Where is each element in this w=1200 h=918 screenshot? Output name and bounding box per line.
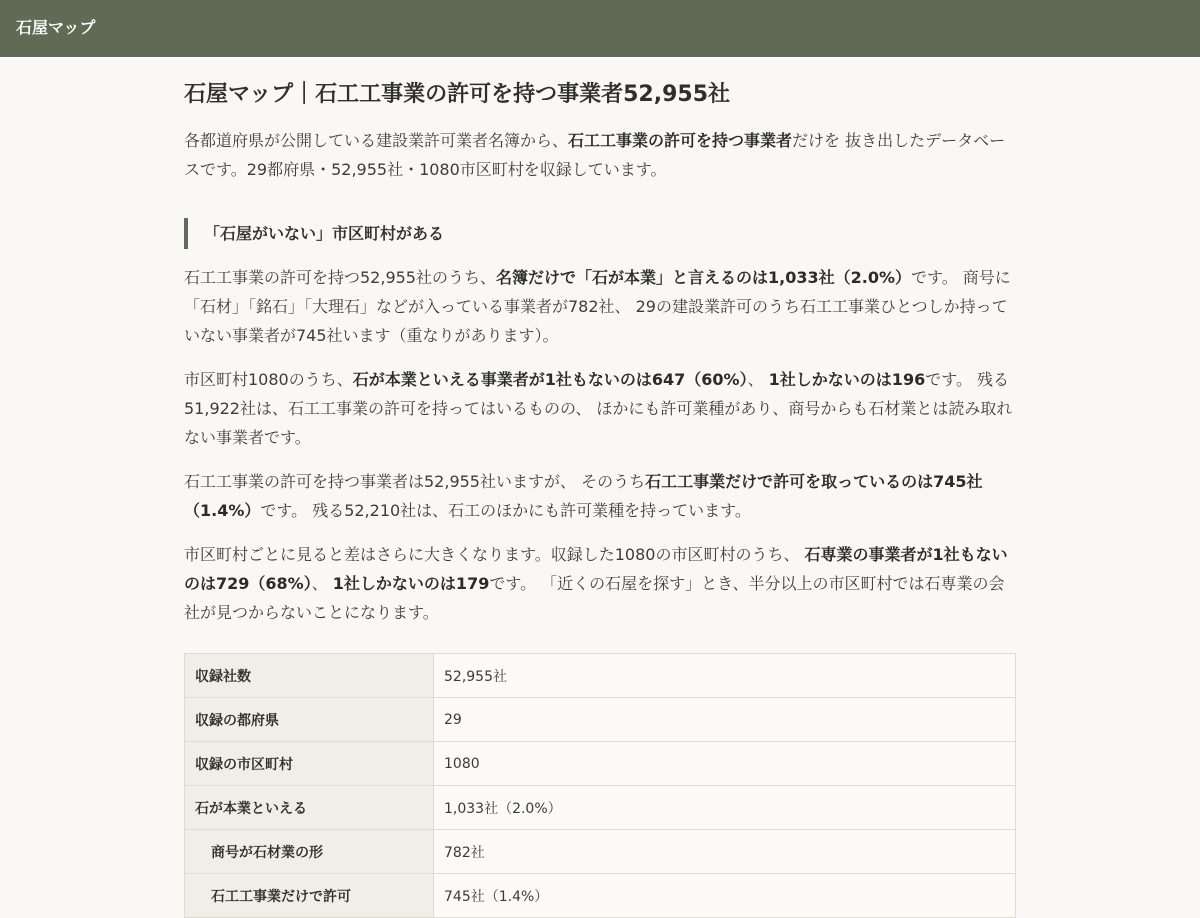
body-paragraph-4: [184, 540, 1016, 627]
table-row-label: 収録の市区町村: [185, 742, 434, 786]
main-content: [184, 78, 1016, 918]
table-row-label: 収録の都府県: [185, 698, 434, 742]
site-brand-link[interactable]: 石屋マップ: [16, 18, 96, 37]
table-row-value: 1,033社（2.0%）: [434, 786, 1016, 830]
table-row-value: 1080: [434, 742, 1016, 786]
section-heading: 「石屋がいない」市区町村がある: [184, 218, 1016, 249]
table-row-value: 52,955社: [434, 654, 1016, 698]
page-title: 石屋マップ｜石工工事業の許可を持つ事業者52,955社: [184, 82, 731, 107]
para2-text-3: です。 残る51,922社は、石工工事業の許可を持ってはいるものの、 ほかにも許可業種があり、商号からも石材業とは読み取れない事業者です。: [184, 370, 1013, 447]
top-navigation-bar: [0, 0, 1200, 57]
table-row-label: 石が本業といえる: [185, 786, 434, 830]
para2-text-2: 、: [747, 370, 769, 389]
para4-text-1: 市区町村ごとに見ると差はさらに大きくなります。収録した1080の市区町村のうち、: [184, 545, 805, 564]
table-row-value: 29: [434, 698, 1016, 742]
intro-paragraph: [184, 126, 1016, 184]
para1-text-1: 石工工事業の許可を持つ52,955社のうち、: [184, 268, 496, 287]
table-row-label: 商号が石材業の形: [185, 830, 434, 874]
para4-text-2: 、: [311, 574, 333, 593]
table-row: [185, 786, 1016, 830]
para3-text-2: です。 残る52,210社は、石工のほかにも許可業種を持っています。: [260, 501, 751, 520]
intro-bold: 石工工事業の許可を持つ事業者: [568, 131, 793, 150]
table-row-value: 782社: [434, 830, 1016, 874]
para4-bold-1: 石専業の事業者が1社もないのは729（68%）: [184, 545, 1008, 593]
para3-text-1: 石工工事業の許可を持つ事業者は52,955社いますが、 そのうち: [184, 472, 646, 491]
intro-text-1: 各都道府県が公開している建設業許可業者名簿から、: [184, 131, 569, 150]
table-row-label: 収録社数: [185, 654, 434, 698]
para1-bold-1: 名簿だけで「石が本業」と言えるのは1,033社（2.0%）: [496, 268, 911, 287]
para4-text-3: です。 「近くの石屋を探す」とき、半分以上の市区町村では石専業の会社が見つからないことになります。: [184, 574, 1005, 622]
stats-table: [184, 653, 1016, 918]
table-row: [185, 654, 1016, 698]
body-paragraph-3: [184, 467, 1016, 525]
para2-bold-2: 1社しかないのは196: [768, 370, 926, 389]
table-row: [185, 874, 1016, 918]
para2-bold-1: 石が本業といえる事業者が1社もないのは647（60%）: [352, 370, 748, 389]
table-row-label: 石工工事業だけで許可: [185, 874, 434, 918]
body-paragraph-2: [184, 365, 1016, 452]
para4-bold-2: 1社しかないのは179: [332, 574, 490, 593]
table-row-value: 745社（1.4%）: [434, 874, 1016, 918]
para2-text-1: 市区町村1080のうち、: [184, 370, 353, 389]
table-row: [185, 742, 1016, 786]
para1-text-2: です。 商号に「石材」「銘石」「大理石」などが入っている事業者が782社、 29の建設業許可のうち石工工事業ひとつしか持っていない事業者が745社います（重なりがあります）。: [184, 268, 1011, 345]
body-paragraph-1: [184, 263, 1016, 350]
table-row: [185, 830, 1016, 874]
para3-bold-1: 石工工事業だけで許可を取っているのは745社（1.4%）: [184, 472, 983, 520]
intro-text-2: だけを 抜き出したデータベースです。29都府県・52,955社・1080市区町村を収録しています。: [184, 131, 1006, 179]
table-row: [185, 698, 1016, 742]
